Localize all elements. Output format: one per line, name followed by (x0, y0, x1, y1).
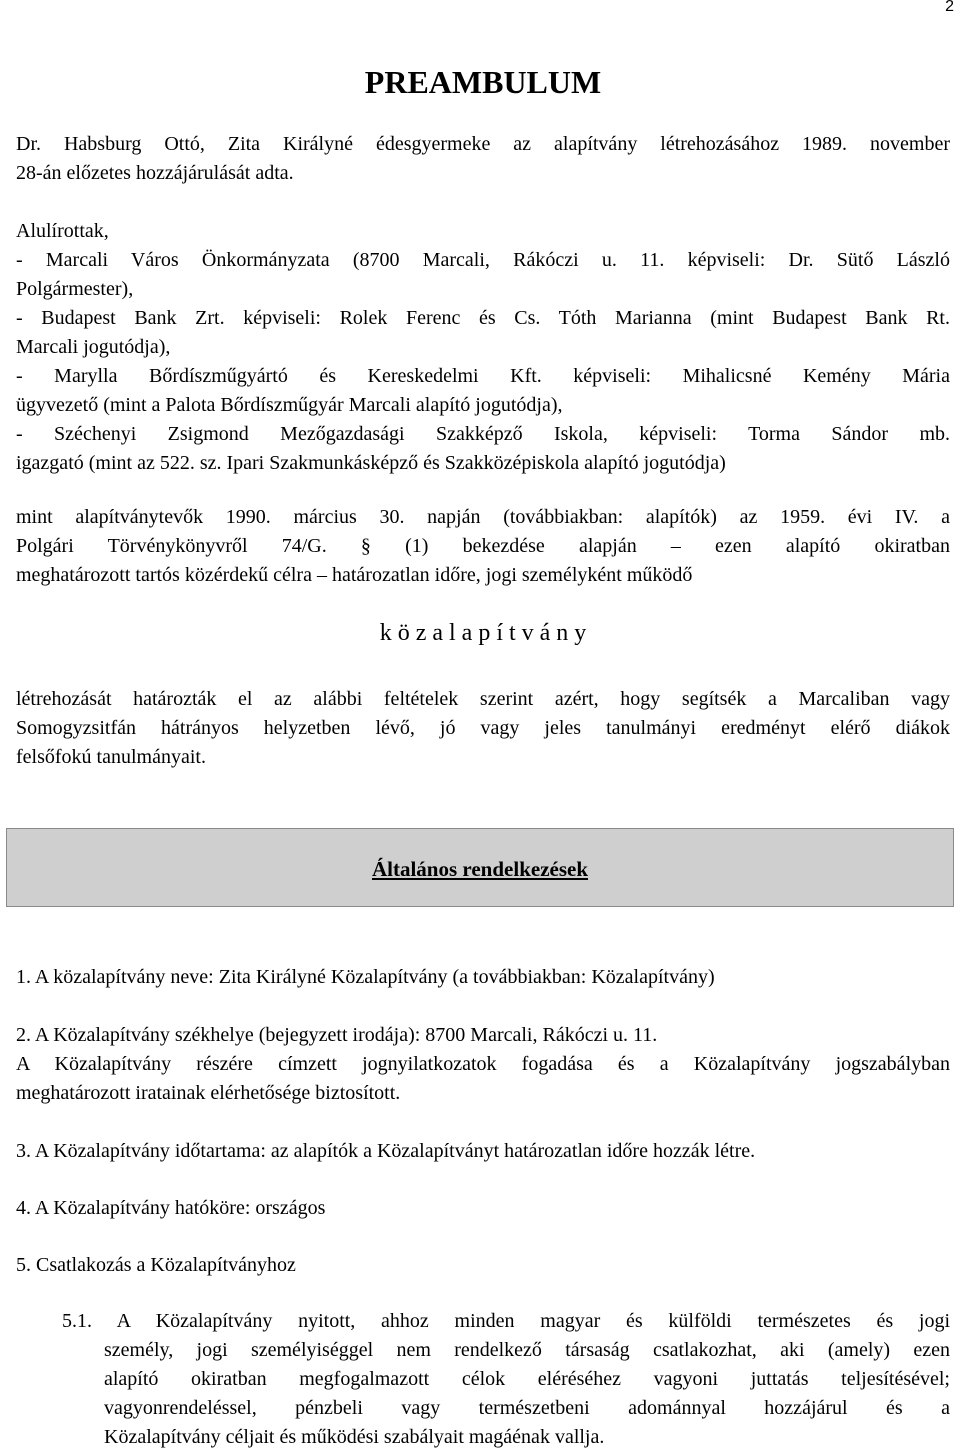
sub-item-text: 5.1. A Közalapítvány nyitott, ahhoz minden magyar és külföldi természetes és jogi (62, 1310, 950, 1332)
text-line: 28-án előzetes hozzájárulását adta. (16, 162, 294, 184)
spaced-title: k ö z a l a p í t v á n y (379, 620, 587, 646)
text-line: - Marylla Bőrdíszműgyártó és Kereskedelmi Kft. képviseli: Mihalicsné Kemény Mária (16, 365, 950, 387)
text-line: Polgármester), (16, 278, 134, 300)
text-line: mint alapítványtevők 1990. március 30. napján (továbbiakban: alapítók) az 1959. évi IV. a (16, 506, 950, 528)
section-header-box (6, 828, 954, 907)
sub-item-text: vagyonrendeléssel, pénzbeli vagy természetbeni adománnyal hozzájárul és a (104, 1397, 950, 1419)
text-line: Dr. Habsburg Ottó, Zita Királyné édesgyermeke az alapítvány létrehozásához 1989. november (16, 133, 950, 155)
sub-item-text: alapító okiratban megfogalmazott célok eléréséhez vagyoni juttatás teljesítésével; (104, 1368, 950, 1390)
sub-item-text: Közalapítvány céljait és működési szabályait magáénak vallja. (104, 1426, 605, 1448)
page-number: 2 (945, 0, 954, 15)
text-line: A Közalapítvány részére címzett jognyilatkozatok fogadása és a Közalapítvány jogszabályban (16, 1053, 950, 1075)
text-line: - Budapest Bank Zrt. képviseli: Rolek Ferenc és Cs. Tóth Marianna (mint Budapest Bank Rt. (16, 307, 950, 329)
list-item: 3. A Közalapítvány időtartama: az alapítók a Közalapítványt határozatlan időre hozzák létre. (16, 1140, 756, 1162)
page-title: PREAMBULUM (364, 64, 602, 100)
text-line: meghatározott iratainak elérhetősége biztosított. (16, 1082, 401, 1104)
list-item: 2. A Közalapítvány székhelye (bejegyzett irodája): 8700 Marcali, Rákóczi u. 11. (16, 1024, 658, 1046)
text-line: - Széchenyi Zsigmond Mezőgazdasági Szakképző Iskola, képviseli: Torma Sándor mb. (16, 423, 950, 445)
text-line: Marcali jogutódja), (16, 336, 171, 358)
text-line: igazgató (mint az 522. sz. Ipari Szakmunkásképző és Szakközépiskola alapító jogutódja) (16, 452, 726, 474)
sub-item-text: személy, jogi személyiséggel nem rendelkező társaság csatlakozhat, aki (amely) ezen (104, 1339, 950, 1361)
text-line: létrehozását határozták el az alábbi feltételek szerint azért, hogy segítsék a Marcaliban vagy (16, 688, 950, 710)
text-line: meghatározott tartós közérdekű célra – határozatlan időre, jogi személyként működő (16, 564, 693, 586)
text-line: Alulírottak, (16, 220, 109, 242)
list-item: 4. A Közalapítvány hatóköre: országos (16, 1197, 326, 1219)
text-line: - Marcali Város Önkormányzata (8700 Marcali, Rákóczi u. 11. képviseli: Dr. Sütő László (16, 249, 950, 271)
text-line: Polgári Törvénykönyvről 74/G. § (1) bekezdése alapján – ezen alapító okiratban (16, 535, 950, 557)
list-item: 5. Csatlakozás a Közalapítványhoz (16, 1254, 296, 1276)
list-item: 1. A közalapítvány neve: Zita Királyné Közalapítvány (a továbbiakban: Közalapítvány) (16, 966, 715, 988)
section-title: Általános rendelkezések (371, 857, 589, 881)
text-line: felsőfokú tanulmányait. (16, 746, 206, 768)
text-line: Somogyzsitfán hátrányos helyzetben lévő, jó vagy jeles tanulmányi eredményt elérő diákok (16, 717, 950, 739)
text-line: ügyvezető (mint a Palota Bőrdíszműgyár Marcali alapító jogutódja), (16, 394, 563, 416)
